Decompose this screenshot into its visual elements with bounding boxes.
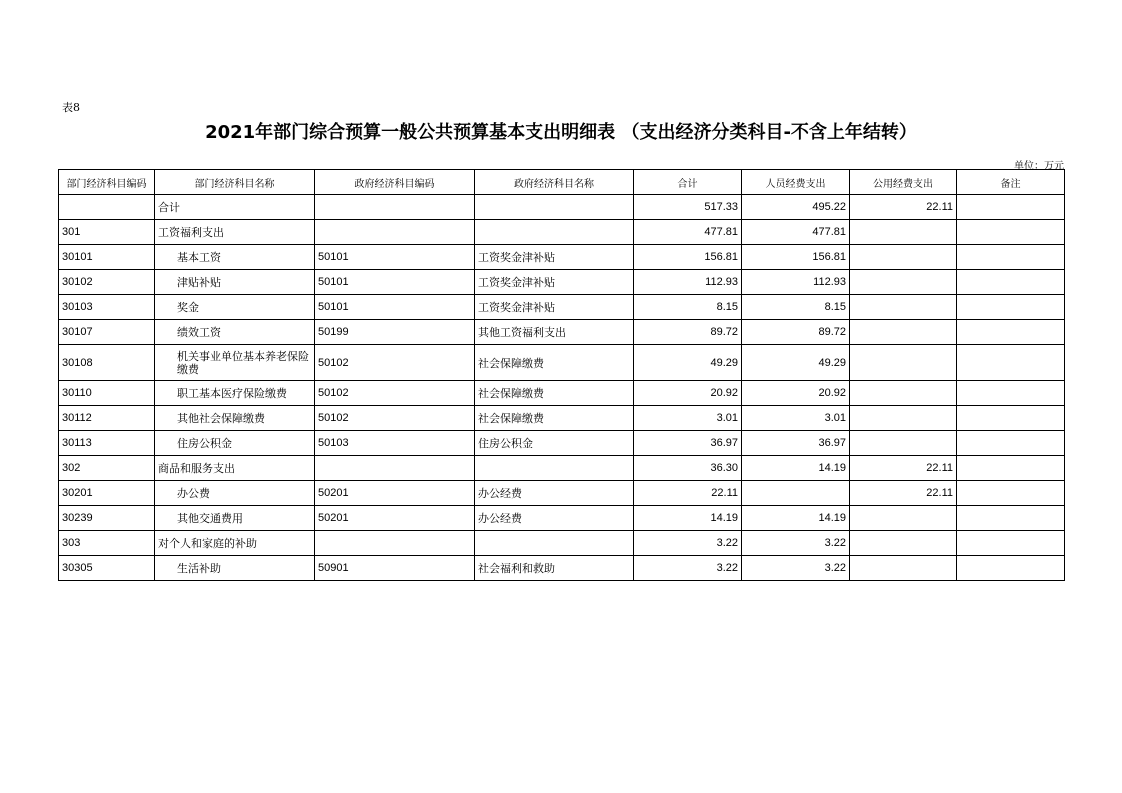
gov-code-cell: 50103 [315,431,475,456]
note-cell [957,406,1065,431]
public-cell [850,220,957,245]
dept-name-cell: 职工基本医疗保险缴费 [155,381,315,406]
gov-name-cell: 工资奖金津补贴 [475,245,634,270]
dept-code-cell [59,195,155,220]
dept-code-cell: 30112 [59,406,155,431]
table-row [59,506,1065,531]
table-row [59,406,1065,431]
personnel-cell: 8.15 [742,295,850,320]
dept-name-cell: 基本工资 [155,245,315,270]
public-cell [850,270,957,295]
table-row [59,295,1065,320]
gov-name-cell: 其他工资福利支出 [475,320,634,345]
personnel-cell: 495.22 [742,195,850,220]
table-row [59,431,1065,456]
gov-code-cell: 50102 [315,406,475,431]
public-cell [850,320,957,345]
personnel-cell: 36.97 [742,431,850,456]
table-row [59,320,1065,345]
gov-code-cell: 50199 [315,320,475,345]
note-cell [957,195,1065,220]
dept-code-cell: 30108 [59,345,155,381]
total-cell: 112.93 [634,270,742,295]
total-cell: 156.81 [634,245,742,270]
note-cell [957,245,1065,270]
note-cell [957,506,1065,531]
page-title: 2021年部门综合预算一般公共预算基本支出明细表 （支出经济分类科目-不含上年结转） [205,122,917,143]
public-cell [850,245,957,270]
public-cell [850,431,957,456]
dept-name-cell: 商品和服务支出 [155,456,315,481]
personnel-cell: 477.81 [742,220,850,245]
table-row [59,381,1065,406]
gov-code-cell: 50102 [315,345,475,381]
dept-name-cell: 对个人和家庭的补助 [155,531,315,556]
header-cell: 政府经济科目名称 [475,170,634,195]
personnel-cell: 89.72 [742,320,850,345]
note-cell [957,220,1065,245]
table-row [59,245,1065,270]
table-header-row [59,170,1065,195]
gov-name-cell: 工资奖金津补贴 [475,295,634,320]
total-cell: 8.15 [634,295,742,320]
total-cell: 20.92 [634,381,742,406]
dept-code-cell: 30305 [59,556,155,581]
public-cell: 22.11 [850,456,957,481]
dept-name-cell: 生活补助 [155,556,315,581]
note-cell [957,531,1065,556]
public-cell [850,381,957,406]
note-cell [957,381,1065,406]
dept-code-cell: 30103 [59,295,155,320]
gov-code-cell: 50201 [315,506,475,531]
dept-code-cell: 30201 [59,481,155,506]
personnel-cell: 49.29 [742,345,850,381]
personnel-cell: 156.81 [742,245,850,270]
dept-code-cell: 303 [59,531,155,556]
dept-name-cell: 合计 [155,195,315,220]
total-cell: 3.22 [634,556,742,581]
public-cell [850,531,957,556]
table-number: 表8 [62,101,80,114]
gov-name-cell: 社会保障缴费 [475,381,634,406]
total-cell: 36.97 [634,431,742,456]
dept-name-cell: 办公费 [155,481,315,506]
gov-code-cell: 50901 [315,556,475,581]
personnel-cell: 14.19 [742,456,850,481]
note-cell [957,270,1065,295]
header-cell: 部门经济科目名称 [155,170,315,195]
gov-name-cell: 住房公积金 [475,431,634,456]
gov-code-cell: 50101 [315,295,475,320]
gov-code-cell: 50101 [315,270,475,295]
gov-name-cell: 社会福利和救助 [475,556,634,581]
note-cell [957,295,1065,320]
dept-name-cell: 其他交通费用 [155,506,315,531]
dept-code-cell: 30239 [59,506,155,531]
dept-name-cell: 住房公积金 [155,431,315,456]
dept-name-cell: 工资福利支出 [155,220,315,245]
total-cell: 49.29 [634,345,742,381]
public-cell: 22.11 [850,481,957,506]
dept-code-cell: 30113 [59,431,155,456]
gov-name-cell [475,456,634,481]
note-cell [957,431,1065,456]
gov-code-cell [315,220,475,245]
note-cell [957,345,1065,381]
header-cell: 合计 [634,170,742,195]
public-cell [850,506,957,531]
table-row [59,481,1065,506]
gov-code-cell [315,531,475,556]
gov-code-cell [315,456,475,481]
personnel-cell [742,481,850,506]
gov-name-cell: 社会保障缴费 [475,345,634,381]
dept-code-cell: 302 [59,456,155,481]
gov-name-cell: 办公经费 [475,506,634,531]
dept-name-cell: 其他社会保障缴费 [155,406,315,431]
total-cell: 517.33 [634,195,742,220]
header-cell: 人员经费支出 [742,170,850,195]
total-cell: 14.19 [634,506,742,531]
budget-table [58,169,1065,581]
public-cell: 22.11 [850,195,957,220]
public-cell [850,406,957,431]
header-cell: 政府经济科目编码 [315,170,475,195]
table-row [59,456,1065,481]
personnel-cell: 112.93 [742,270,850,295]
table-row [59,345,1065,381]
public-cell [850,345,957,381]
total-cell: 477.81 [634,220,742,245]
gov-name-cell: 工资奖金津补贴 [475,270,634,295]
dept-code-cell: 30102 [59,270,155,295]
gov-code-cell: 50101 [315,245,475,270]
personnel-cell: 20.92 [742,381,850,406]
note-cell [957,556,1065,581]
public-cell [850,556,957,581]
dept-code-cell: 30107 [59,320,155,345]
dept-code-cell: 30110 [59,381,155,406]
table-row [59,195,1065,220]
gov-name-cell: 社会保障缴费 [475,406,634,431]
gov-name-cell [475,531,634,556]
dept-code-cell: 30101 [59,245,155,270]
dept-name-cell: 奖金 [155,295,315,320]
personnel-cell: 3.22 [742,531,850,556]
unit-label: 单位：万元 [1014,161,1064,172]
table-row [59,556,1065,581]
gov-code-cell: 50102 [315,381,475,406]
note-cell [957,320,1065,345]
total-cell: 3.01 [634,406,742,431]
personnel-cell: 3.22 [742,556,850,581]
gov-name-cell [475,195,634,220]
note-cell [957,456,1065,481]
public-cell [850,295,957,320]
header-cell: 公用经费支出 [850,170,957,195]
total-cell: 89.72 [634,320,742,345]
total-cell: 22.11 [634,481,742,506]
personnel-cell: 14.19 [742,506,850,531]
dept-name-cell: 绩效工资 [155,320,315,345]
dept-name-cell: 机关事业单位基本养老保险缴费 [155,345,315,381]
gov-code-cell [315,195,475,220]
header-cell: 备注 [957,170,1065,195]
personnel-cell: 3.01 [742,406,850,431]
header-cell: 部门经济科目编码 [59,170,155,195]
dept-code-cell: 301 [59,220,155,245]
note-cell [957,481,1065,506]
gov-name-cell [475,220,634,245]
table-row [59,270,1065,295]
total-cell: 36.30 [634,456,742,481]
gov-name-cell: 办公经费 [475,481,634,506]
table-row [59,220,1065,245]
gov-code-cell: 50201 [315,481,475,506]
table-row [59,531,1065,556]
total-cell: 3.22 [634,531,742,556]
dept-name-cell: 津贴补贴 [155,270,315,295]
